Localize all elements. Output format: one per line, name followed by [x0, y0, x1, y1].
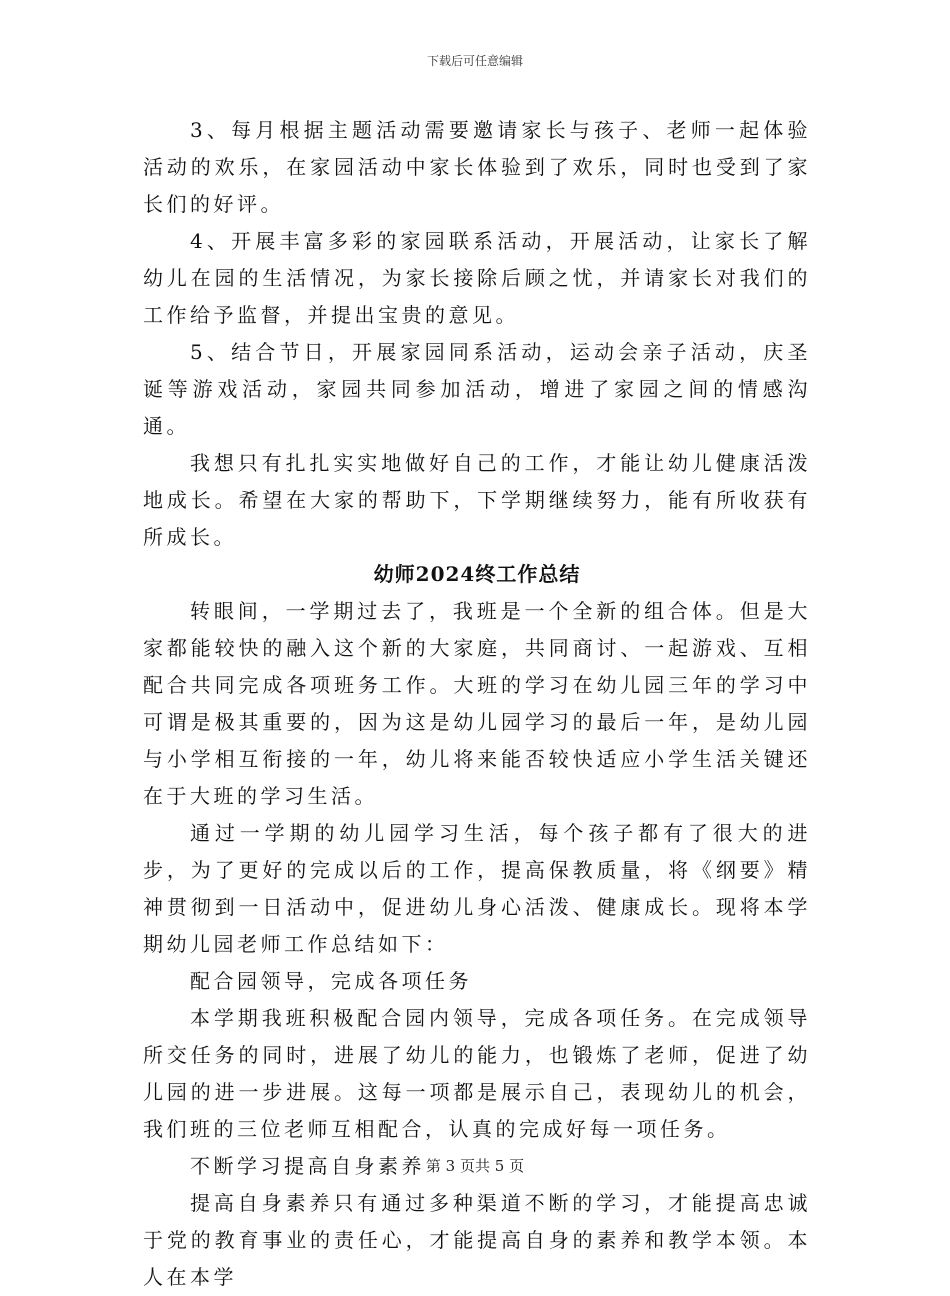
page-footer: 第 3 页共 5 页 [425, 1157, 525, 1175]
paragraph-study: 提高自身素养只有通过多种渠道不断的学习，才能提高忠诚于党的教育事业的责任心，才能提高自身的素养和教学本领。本人在本学 [143, 1191, 811, 1289]
paragraph-item-3: 3、每月根据主题活动需要邀请家长与孩子、老师一起体验活动的欢乐，在家园活动中家长体验到了欢乐，同时也受到了家长们的好评。 [143, 118, 811, 216]
paragraph-item-5: 5、结合节日，开展家园同系活动，运动会亲子活动，庆圣诞等游戏活动，家园共同参加活动，增进了家园之间的情感沟通。 [143, 340, 811, 438]
paragraph-intro: 转眼间，一学期过去了，我班是一个全新的组合体。但是大家都能较快的融入这个新的大家庭，共同商讨、一起游戏、互相配合共同完成各项班务工作。大班的学习在幼儿园三年的学习中可谓是极其重要的，因为这是幼儿园学习的最后一年，是幼儿园与小学相互衔接的一年，幼儿将来能否较快适应小学生活关键还在于大班的学习生活。 [143, 599, 811, 808]
document-body [143, 112, 811, 1296]
paragraph-cooperate: 本学期我班积极配合园内领导，完成各项任务。在完成领导所交任务的同时，进展了幼儿的能力，也锻炼了老师，促进了幼儿园的进一步进展。这每一项都是展示自己，表现幼儿的机会，我们班的三位老师互相配合，认真的完成好每一项任务。 [143, 1006, 811, 1141]
subheading-cooperate: 配合园领导，完成各项任务 [190, 969, 472, 993]
paragraph-item-4: 4、开展丰富多彩的家园联系活动，开展活动，让家长了解幼儿在园的生活情况，为家长接除后顾之忧，并请家长对我们的工作给予监督，并提出宝贵的意见。 [143, 229, 811, 327]
paragraph-closing: 我想只有扎扎实实地做好自己的工作，才能让幼儿健康活泼地成长。希望在大家的帮助下，下学期继续努力，能有所收获有所成长。 [143, 451, 811, 549]
section-title: 幼师2024终工作总结 [373, 562, 581, 586]
paragraph-summary-intro: 通过一学期的幼儿园学习生活，每个孩子都有了很大的进步，为了更好的完成以后的工作，提高保教质量，将《纲要》精神贯彻到一日活动中，促进幼儿身心活泼、健康成长。现将本学期幼儿园老师工作总结如下： [143, 821, 811, 956]
page-header: 下载后可任意编辑 [426, 54, 523, 68]
subheading-study: 不断学习提高自身素养 [190, 1154, 425, 1178]
